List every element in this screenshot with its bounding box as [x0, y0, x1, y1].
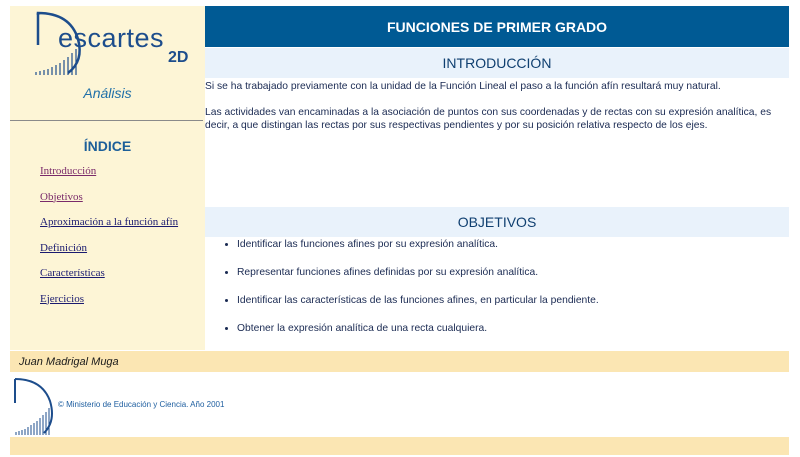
logo-2d: 2D	[168, 49, 189, 66]
intro-paragraph-2: Las actividades van encaminadas a la asociación de puntos con sus coordenadas y de rectas con su expresión analítica, es decir, a que distingan las rectas por sus respectivas pendientes y por su posición relativa respecto de los ejes.	[205, 107, 772, 131]
nav-introduccion[interactable]: Introducción	[40, 165, 97, 177]
nav-ejercicios[interactable]: Ejercicios	[40, 292, 84, 305]
sidebar	[10, 6, 205, 350]
intro-paragraph-1: Si se ha trabajado previamente con la unidad de la Función Lineal el paso a la función afín resultará muy natural.	[205, 81, 721, 92]
index-nav	[40, 164, 178, 317]
index-title: ÍNDICE	[83, 138, 132, 154]
logo-text: escartes	[58, 23, 165, 53]
intro-text	[205, 80, 785, 145]
nav-caracteristicas[interactable]: Características	[40, 267, 105, 279]
objective-item: • Identificar las características de las funciones afines, en particular la pendiente.	[237, 294, 599, 322]
footer-logo-icon	[12, 377, 57, 437]
intro-heading: INTRODUCCIÓN	[205, 48, 789, 78]
objective-item: • Representar funciones afines definidas por su expresión analítica.	[237, 266, 599, 294]
sidebar-subtitle: Análisis	[83, 85, 132, 101]
footer-logo	[12, 377, 57, 437]
objective-item: • Identificar las funciones afines por su expresión analítica.	[237, 238, 599, 266]
page-title: FUNCIONES DE PRIMER GRADO	[205, 6, 789, 47]
objective-item: • Obtener la expresión analítica de una recta cualquiera.	[237, 322, 599, 350]
footer-author-bar	[10, 351, 789, 372]
nav-aproximacion[interactable]: Aproximación a la función afín	[40, 216, 179, 228]
nav-definicion[interactable]: Definición	[40, 241, 88, 254]
descartes-logo	[30, 9, 195, 79]
sidebar-divider	[10, 120, 203, 121]
objectives-list	[220, 238, 599, 350]
nav-objetivos[interactable]: Objetivos	[40, 190, 83, 203]
bottom-band	[10, 437, 789, 455]
author-name: Juan Madrigal Muga	[19, 355, 119, 368]
copyright-text: © Ministerio de Educación y Ciencia. Año 2001	[58, 400, 225, 409]
objectives-heading: OBJETIVOS	[205, 207, 789, 237]
